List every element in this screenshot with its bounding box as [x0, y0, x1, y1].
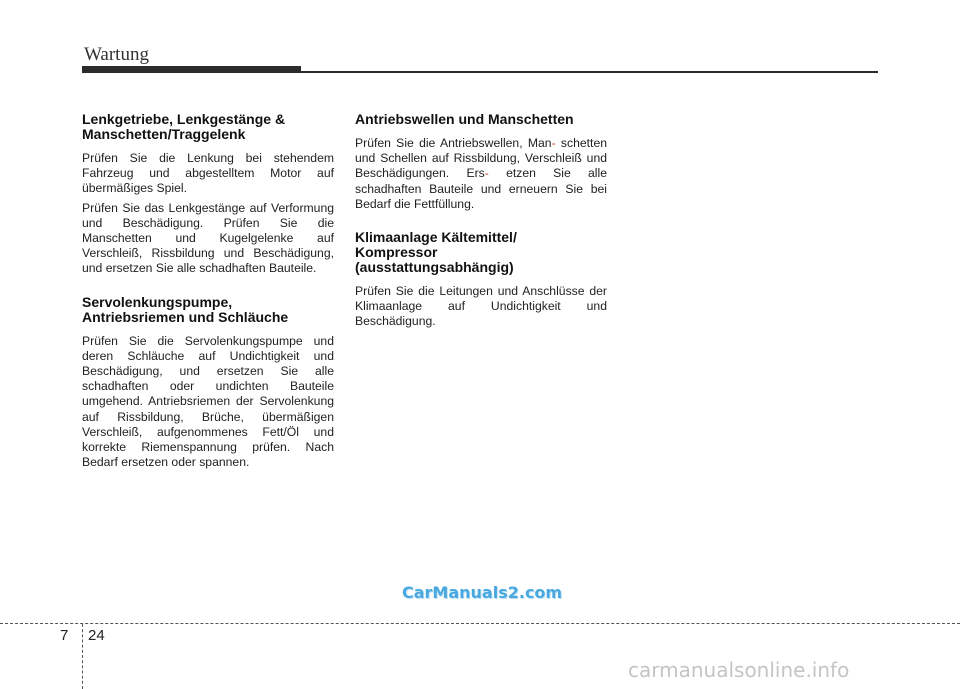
left-column: [82, 112, 334, 474]
page-header-title: Wartung: [84, 44, 149, 65]
watermark-carmanuals2[interactable]: CarManuals2.com: [402, 583, 563, 602]
paragraph-steering-play: Prüfen Sie die Lenkung bei stehendem Fahrzeug und abgestelltem Motor auf übermäßiges Spiel.: [82, 151, 334, 196]
header-rule-thin: [300, 71, 878, 73]
footer-dashed-rule: [0, 623, 960, 624]
footer-dashed-divider: [82, 624, 83, 689]
section-title-air-conditioning: Klimaanlage Kältemittel/ Kompressor (ausstattungsabhängig): [355, 229, 517, 276]
paragraph-drive-shafts: Prüfen Sie die Antriebswellen, Man- schetten und Schellen auf Rissbildung, Verschleiß und Beschädigungen. Ers- etzen Sie alle schadhaften Bauteile und erneuern Sie bei Bedarf die Fettfüllung.: [355, 136, 607, 211]
paragraph-power-steering: Prüfen Sie die Servolenkungspumpe und deren Schläuche auf Undichtigkeit und Beschädigung, und ersetzen Sie alle schadhaften oder undichten Bauteile umgehend. Antriebsriemen der Servolenkung auf Rissbildung, Brüche, übermäßigen Verschleiß, aufgenommenes Fett/Öl und korrekte Riemenspannung prüfen. Nach Bedarf ersetzen oder spannen.: [82, 333, 334, 470]
right-column: [355, 112, 607, 334]
section-title-drive-shafts: Antriebswellen und Manschetten: [355, 111, 574, 127]
section-title-steering: Lenkgetriebe, Lenkgestänge & Manschetten/Traggelenk: [82, 111, 286, 142]
footer-site-watermark[interactable]: carmanualsonline.info: [628, 658, 850, 682]
paragraph-air-conditioning: Prüfen Sie die Leitungen und Anschlüsse der Klimaanlage auf Undichtigkeit und Beschädigung.: [355, 284, 607, 329]
chapter-number: 7: [60, 627, 69, 644]
paragraph-steering-linkage: Prüfen Sie das Lenkgestänge auf Verformung und Beschädigung. Prüfen Sie die Manschetten und Kugelgelenke auf Verschleiß, Rissbildung und Beschädigung, und ersetzen Sie alle schadhaften Bauteile.: [82, 200, 334, 276]
header-rule-thick: [82, 66, 301, 73]
page-number: 24: [88, 627, 105, 644]
section-title-power-steering: Servolenkungspumpe, Antriebsriemen und Schläuche: [82, 293, 289, 325]
